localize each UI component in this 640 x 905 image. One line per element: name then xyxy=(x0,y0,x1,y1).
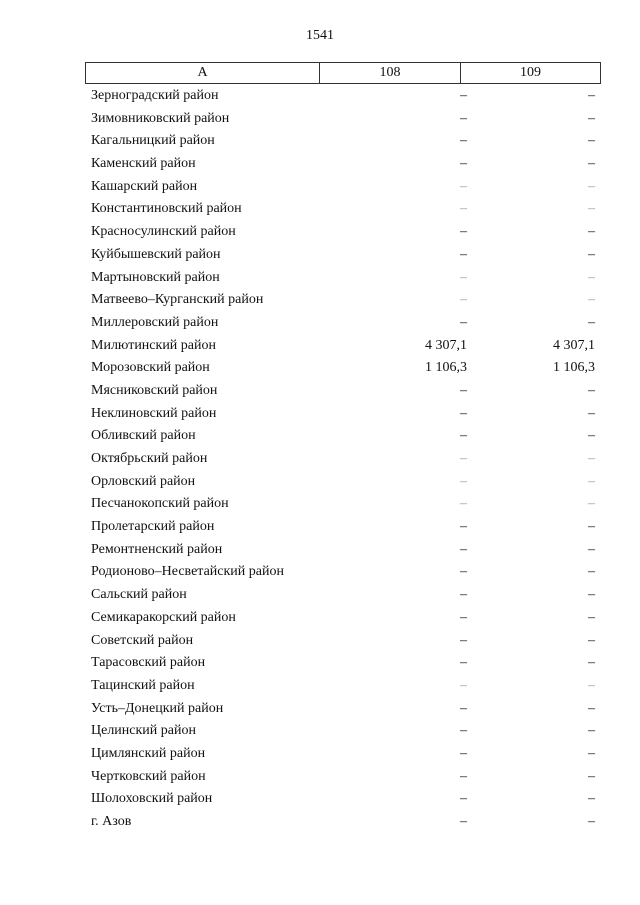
table-row xyxy=(0,517,640,540)
value-108: – xyxy=(460,88,467,103)
table-row xyxy=(0,449,640,472)
value-109: – xyxy=(588,88,595,103)
value-108: – xyxy=(460,745,467,761)
value-109: – xyxy=(588,110,595,126)
table-row xyxy=(0,767,640,790)
value-109: – xyxy=(588,382,595,398)
value-109: – xyxy=(588,587,595,603)
district-name: Тарасовский район xyxy=(91,655,206,671)
table-row xyxy=(0,381,640,404)
value-108: – xyxy=(460,201,467,217)
value-108: – xyxy=(460,133,467,149)
table-row xyxy=(0,177,640,200)
district-name: Обливский район xyxy=(91,428,196,444)
value-108: – xyxy=(460,292,467,308)
table-row xyxy=(0,245,640,268)
value-108: – xyxy=(460,791,467,807)
table-row xyxy=(0,222,640,245)
table-row xyxy=(0,653,640,676)
district-name: Красносулинский район xyxy=(91,224,236,240)
table-row xyxy=(0,313,640,336)
district-name: Кашарский район xyxy=(91,178,198,194)
table-row xyxy=(0,744,640,767)
value-109: – xyxy=(588,791,595,807)
table-row xyxy=(0,154,640,177)
value-109: – xyxy=(588,814,595,829)
value-108: – xyxy=(460,632,467,648)
value-109: – xyxy=(588,609,595,625)
value-109: – xyxy=(588,519,595,535)
district-name: Куйбышевский район xyxy=(91,246,221,262)
district-name: Миллеровский район xyxy=(91,314,219,330)
district-name: Морозовский район xyxy=(91,360,210,376)
value-109: – xyxy=(588,451,595,466)
value-109: – xyxy=(588,473,595,489)
value-109: – xyxy=(588,224,595,240)
district-name: Ремонтненский район xyxy=(91,541,223,557)
table-row xyxy=(0,336,640,359)
value-109: 1 106,3 xyxy=(553,360,595,376)
value-108: – xyxy=(460,814,467,829)
district-name: Зерноградский район xyxy=(91,88,219,103)
value-108: – xyxy=(460,382,467,398)
district-name: Матвеево–Курганский район xyxy=(91,292,264,308)
district-name: Милютинский район xyxy=(91,337,217,353)
value-108: – xyxy=(460,655,467,671)
value-108: – xyxy=(460,269,467,285)
value-109: 4 307,1 xyxy=(553,337,595,353)
value-109: – xyxy=(588,133,595,149)
value-108: – xyxy=(460,314,467,330)
value-109: – xyxy=(588,632,595,648)
table-row xyxy=(0,631,640,654)
district-name: Константиновский район xyxy=(91,201,242,217)
value-108: – xyxy=(460,723,467,739)
table-row xyxy=(0,608,640,631)
value-109: – xyxy=(588,156,595,172)
table-row xyxy=(0,472,640,495)
district-name: Кагальницкий район xyxy=(91,133,215,149)
district-name: Шолоховский район xyxy=(91,791,213,807)
value-109: – xyxy=(588,178,595,194)
table-header xyxy=(85,62,601,84)
value-108: – xyxy=(460,768,467,784)
district-name: Семикаракорский район xyxy=(91,609,236,625)
value-108: – xyxy=(460,428,467,444)
district-name: Мартыновский район xyxy=(91,269,220,285)
value-108: – xyxy=(460,224,467,240)
district-name: Сальский район xyxy=(91,587,187,603)
value-109: – xyxy=(588,405,595,421)
page-number: 1541 xyxy=(306,28,334,43)
table-row xyxy=(0,721,640,744)
header-col-108: 108 xyxy=(320,63,461,84)
value-109: – xyxy=(588,700,595,716)
value-108: – xyxy=(460,519,467,535)
value-108: – xyxy=(460,246,467,262)
value-108: – xyxy=(460,564,467,580)
district-name: Мясниковский район xyxy=(91,382,218,398)
value-108: 4 307,1 xyxy=(425,337,467,353)
table-row xyxy=(0,494,640,517)
value-109: – xyxy=(588,768,595,784)
district-name: Советский район xyxy=(91,632,194,648)
district-name: Усть–Донецкий район xyxy=(91,700,224,716)
district-name: Тацинский район xyxy=(91,677,195,693)
table-row xyxy=(0,268,640,291)
table-row xyxy=(0,290,640,313)
district-name: Пролетарский район xyxy=(91,519,215,535)
table-row xyxy=(0,562,640,585)
value-108: – xyxy=(460,473,467,489)
value-109: – xyxy=(588,201,595,217)
value-108: – xyxy=(460,700,467,716)
district-name: Неклиновский район xyxy=(91,405,217,421)
value-108: – xyxy=(460,587,467,603)
table-row xyxy=(0,86,640,109)
district-name: Орловский район xyxy=(91,473,196,489)
header-col-109: 109 xyxy=(461,63,601,84)
table-row xyxy=(0,676,640,699)
table-row xyxy=(0,812,640,835)
table-row xyxy=(0,109,640,132)
value-109: – xyxy=(588,564,595,580)
district-name: Родионово–Несветайский район xyxy=(91,564,284,580)
table-row xyxy=(0,540,640,563)
value-108: – xyxy=(460,405,467,421)
district-name: Чертковский район xyxy=(91,768,206,784)
district-name: г. Азов xyxy=(91,814,132,829)
value-109: – xyxy=(588,314,595,330)
value-109: – xyxy=(588,723,595,739)
value-108: – xyxy=(460,110,467,126)
table-row xyxy=(0,358,640,381)
value-108: – xyxy=(460,496,467,512)
district-name: Октябрьский район xyxy=(91,451,208,466)
table-row xyxy=(0,585,640,608)
table-body xyxy=(0,86,640,835)
table-row xyxy=(0,404,640,427)
header-col-a: А xyxy=(86,63,320,84)
district-name: Каменский район xyxy=(91,156,196,172)
value-108: – xyxy=(460,677,467,693)
value-109: – xyxy=(588,269,595,285)
district-name: Песчанокопский район xyxy=(91,496,229,512)
value-109: – xyxy=(588,496,595,512)
table-row xyxy=(0,699,640,722)
value-108: 1 106,3 xyxy=(425,360,467,376)
table-row xyxy=(0,199,640,222)
value-109: – xyxy=(588,292,595,308)
table-row xyxy=(0,426,640,449)
value-109: – xyxy=(588,246,595,262)
value-108: – xyxy=(460,451,467,466)
value-109: – xyxy=(588,655,595,671)
table-row xyxy=(0,131,640,154)
value-108: – xyxy=(460,609,467,625)
district-name: Целинский район xyxy=(91,723,196,739)
district-name: Цимлянский район xyxy=(91,745,206,761)
value-109: – xyxy=(588,428,595,444)
district-name: Зимовниковский район xyxy=(91,110,230,126)
table-row xyxy=(0,789,640,812)
value-108: – xyxy=(460,156,467,172)
value-109: – xyxy=(588,677,595,693)
value-108: – xyxy=(460,541,467,557)
value-109: – xyxy=(588,541,595,557)
value-108: – xyxy=(460,178,467,194)
value-109: – xyxy=(588,745,595,761)
